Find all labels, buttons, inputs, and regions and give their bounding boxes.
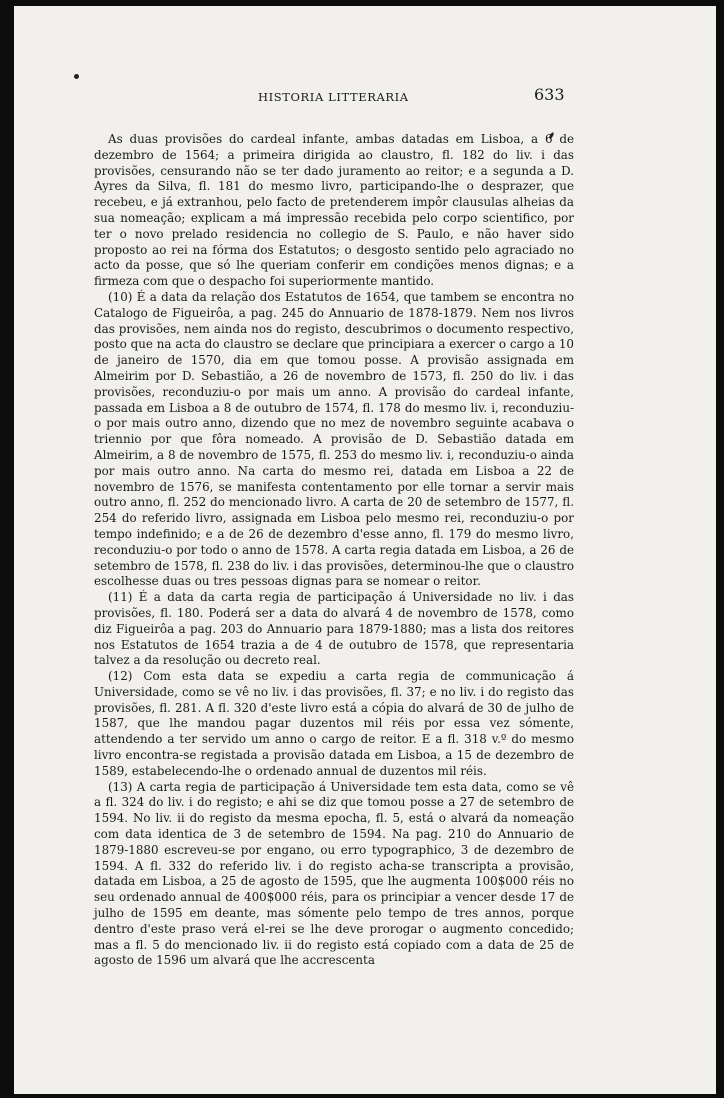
- paragraph: (11) É a data da carta regia de participação á Universidade no liv. i das provisões, fl. 180. Poderá ser a data do alvará 4 de novembro de 1578, como diz Figueirôa a pag. 203 do Annuario para 1879-1880; mas a lista dos reitores nos Estatutos de 1654 trazia a de 4 de outubro de 1578, que representaria talvez a da resolução ou decreto real.: [94, 590, 574, 668]
- paragraph: (13) A carta regia de participação á Universidade tem esta data, como se vê a fl. 324 do liv. i do registo; e ahi se diz que tomou posse a 27 de setembro de 1594. No liv. ii do registo da mesma epocha, fl. 5, está o alvará da nomeação com data identica de 3 de setembro de 1594. Na pag. 210 do Annuario de 1879-1880 escreveu-se por engano, ou erro typographico, 3 de dezembro de 1594. A fl. 332 do referido liv. i do registo acha-se transcripta a provisão, datada em Lisboa, a 25 de agosto de 1595, que lhe augmenta 100$000 réis no seu ordenado annual de 400$000 réis, para os principiar a vencer desde 17 de julho de 1595 em deante, mas sómente pelo tempo de tres annos, porque dentro d'este praso verá el-rei se lhe deve prorogar o augmento concedido; mas a fl. 5 do mencionado liv. ii do registo está copiado com a data de 25 de agosto de 1596 um alvará que lhe accrescenta: [94, 779, 574, 968]
- paragraph: (12) Com esta data se expediu a carta regia de communicação á Universidade, como se vê no liv. i das provisões, fl. 37; e no liv. i do registo das provisões, fl. 281. A fl. 320 d'este livro está a cópia do alvará de 30 de julho de 1587, que lhe mandou pagar duzentos mil réis por essa vez sómente, attendendo a ter servido um anno o cargo de reitor. E a fl. 318 v.º do mesmo livro encontra-se registada a provisão datada em Lisboa, a 15 de dezembro de 1589, estabelecendo-lhe o ordenado annual de duzentos mil réis.: [94, 669, 574, 778]
- running-title: HISTORIA LITTERARIA: [258, 90, 409, 104]
- paragraph: (10) É a data da relação dos Estatutos de 1654, que tambem se encontra no Catalogo de Figueirôa, a pag. 245 do Annuario de 1878-1879. Nem nos livros das provisões, nem ainda nos do registo, descubrimos o documento respectivo, posto que na acta do claustro se declare que principiara a exercer o cargo a 10 de janeiro de 1570, dia em que tomou posse. A provisão assignada em Almeirim por D. Sebastião, a 26 de novembro de 1573, fl. 250 do liv. i das provisões, reconduziu-o por mais um anno. A provisão do cardeal infante, passada em Lisboa a 8 de outubro de 1574, fl. 178 do mesmo liv. i, reconduziu-o por mais outro anno, dizendo que no mez de novembro seguinte acabava o triennio por que fôra nomeado. A provisão de D. Sebastião datada em Almeirim, a 8 de novembro de 1575, fl. 253 do mesmo liv. i, reconduziu-o ainda por mais outro anno. Na carta do mesmo rei, datada em Lisboa a 22 de novembro de 1576, se manifesta contentamento por elle tornar a servir mais outro anno, fl. 252 do mencionado livro. A carta de 20 de setembro de 1577, fl. 254 do referido livro, assignada em Lisboa pelo mesmo rei, reconduziu-o por tempo indefinido; e a de 26 de dezembro d'esse anno, fl. 179 do mesmo livro, reconduziu-o por todo o anno de 1578. A carta regia datada em Lisboa, a 26 de setembro de 1578, fl. 238 do liv. i das provisões, determinou-lhe que o claustro escolhesse duas ou tres pessoas dignas para se nomear o reitor.: [94, 289, 574, 589]
- page-header: [14, 85, 716, 110]
- page-number: 633: [534, 85, 565, 104]
- paragraph: As duas provisões do cardeal infante, ambas datadas em Lisboa, a 6 de dezembro de 1564; a primeira dirigida ao claustro, fl. 182 do liv. i das provisões, censurando não se ter dado juramento ao reitor; e a segunda a D. Ayres da Silva, fl. 181 do mesmo livro, participando-lhe o desprazer, que recebeu, e já extranhou, pelo facto de pretenderem impôr clausulas alheias da sua nomeação; explicam a má impressão recebida pelo corpo scientifico, por ter o novo prelado residencia no collegio de S. Paulo, e não haver sido proposto ao rei na fórma dos Estatutos; o desgosto sentido pelo agraciado no acto da posse, que só lhe queriam conferir em condições menos dignas; e a firmeza com que o despacho foi superiormente mantido.: [94, 132, 574, 289]
- body-text: [94, 132, 574, 969]
- ink-speck: [74, 74, 79, 79]
- book-page: [14, 6, 716, 1094]
